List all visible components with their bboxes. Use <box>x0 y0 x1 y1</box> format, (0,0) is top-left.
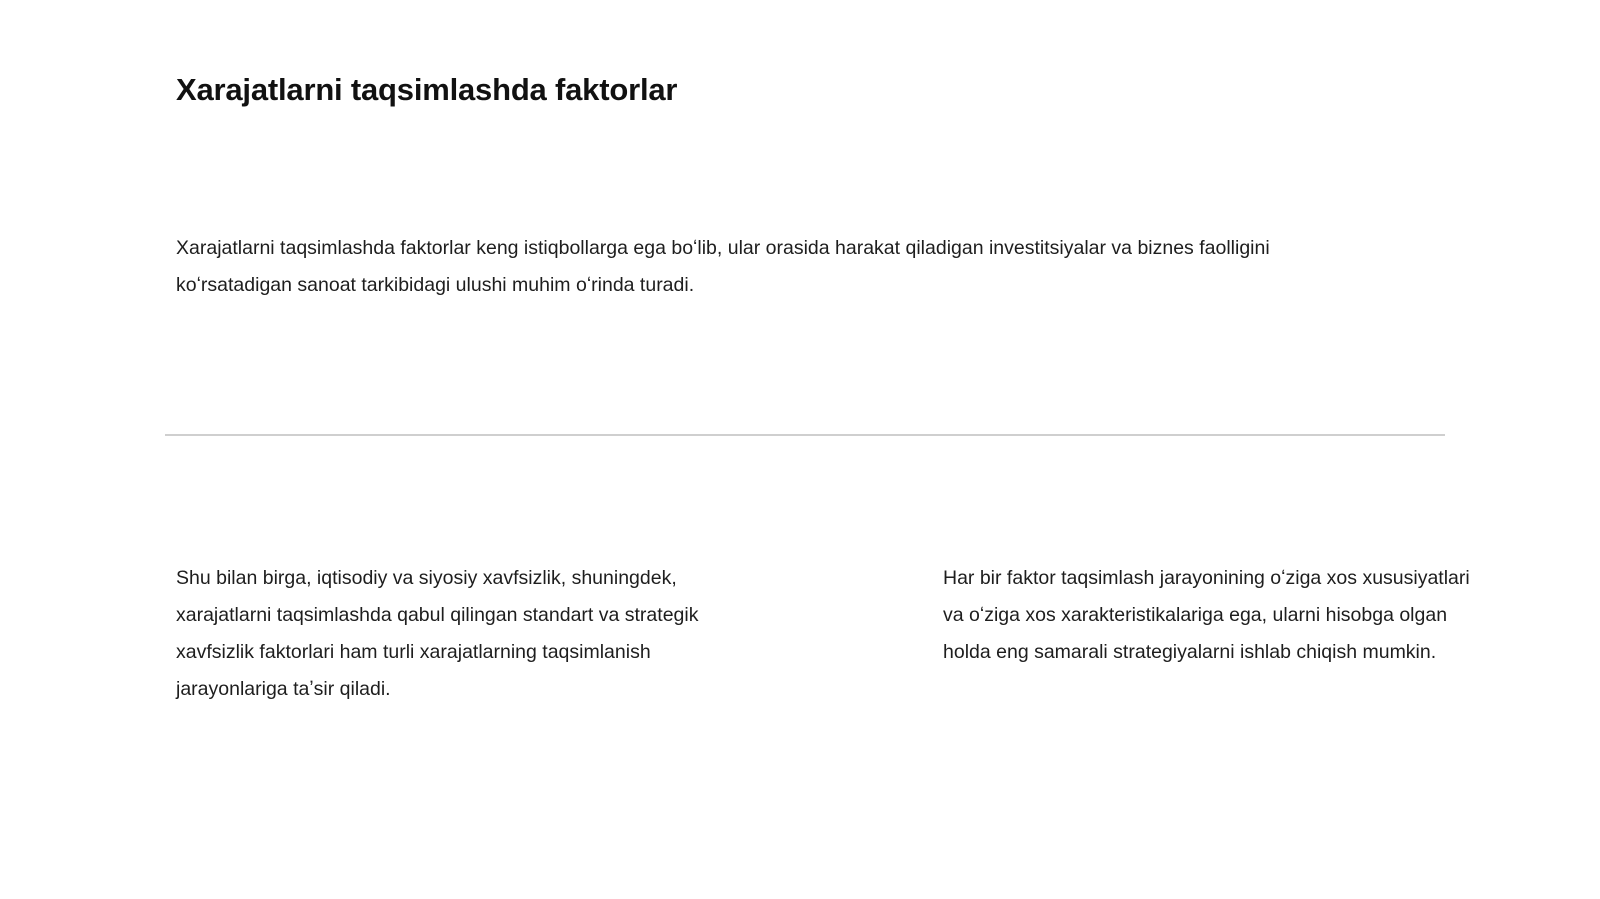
slide-title: Xarajatlarni taqsimlashda faktorlar <box>176 72 678 107</box>
left-column-text: Shu bilan birga, iqtisodiy va siyosiy xavfsizlik, shuningdek, xarajatlarni taqsimlashda qabul qilingan standart va strategik xavfsizlik faktorlari ham turli xarajatlarning taqsimlanish jarayonlariga taʼsir qiladi. <box>176 567 699 700</box>
intro-paragraph: Xarajatlarni taqsimlashda faktorlar keng istiqbollarga ega boʻlib, ular orasida harakat qiladigan investitsiyalar va biznes faolligini koʻrsatadigan sanoat tarkibidagi ulushi muhim oʻrinda turadi. <box>176 237 1270 296</box>
right-column-text: Har bir faktor taqsimlash jarayonining oʻziga xos xususiyatlari va oʻziga xos xarakteristikalariga ega, ularni hisobga olgan holda eng samarali strategiyalarni ishlab chiqish mumkin. <box>943 567 1470 663</box>
section-divider <box>165 434 1445 436</box>
